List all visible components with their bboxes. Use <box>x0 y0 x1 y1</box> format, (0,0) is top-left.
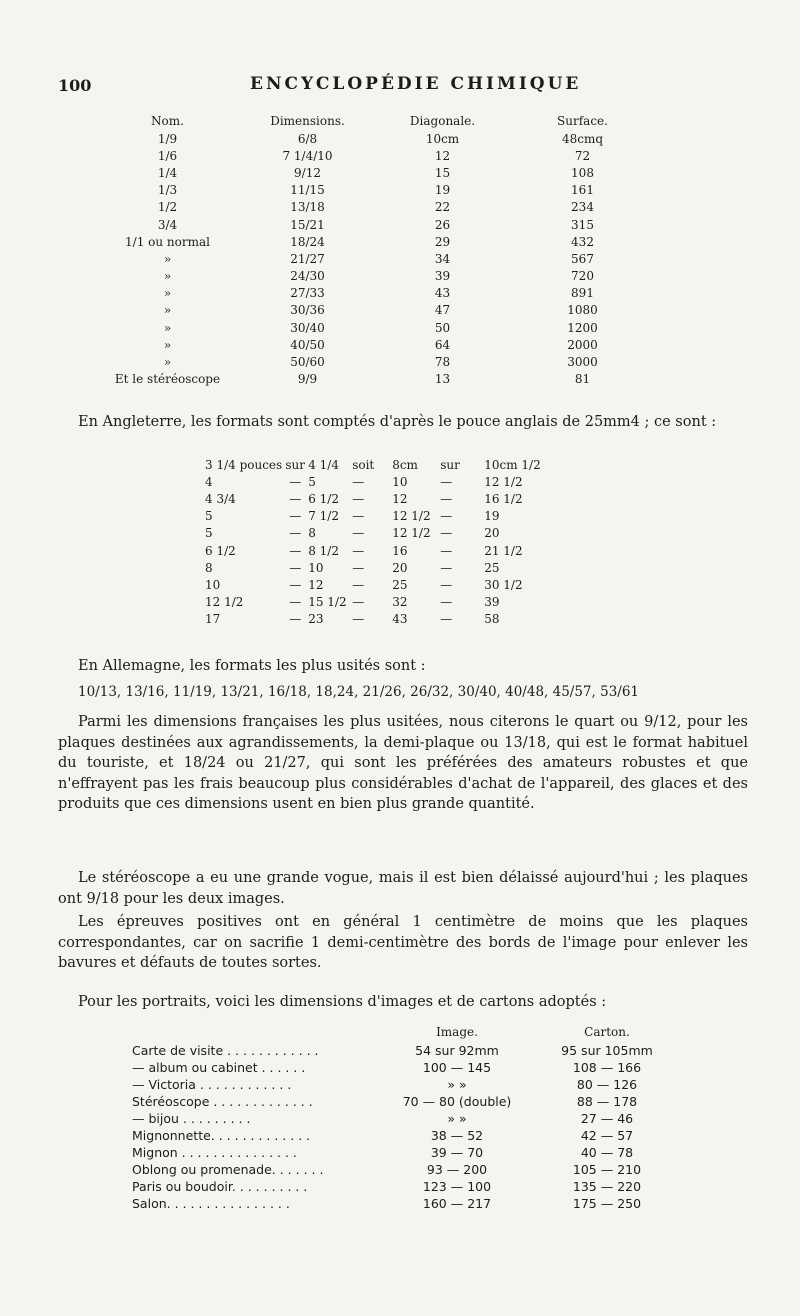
table-row <box>205 490 541 507</box>
table-cell: 30 1/2 <box>484 577 523 592</box>
table-row <box>205 576 541 593</box>
table-cell: 95 sur 105mm <box>561 1043 653 1058</box>
table-cell: — <box>440 509 453 524</box>
table-cell: 10 <box>205 577 221 592</box>
table-cell: — <box>352 526 365 541</box>
table-row <box>100 353 660 370</box>
table-cell: 47 <box>434 303 451 318</box>
table-cell: 25 <box>392 577 408 592</box>
table-cell: 8 1/2 <box>308 543 339 558</box>
table-cell: 30/36 <box>290 303 325 318</box>
table-cell: 15 <box>434 165 451 180</box>
table-cell: 13/18 <box>290 200 325 215</box>
table-cell: — <box>289 612 302 627</box>
table-cell: — <box>352 560 365 575</box>
table-cell: 3 1/4 pouces <box>205 457 283 472</box>
table-row <box>205 559 541 576</box>
table-cell: soit <box>352 457 375 472</box>
table-row <box>132 1144 682 1161</box>
table-cell: — <box>440 577 453 592</box>
table-cell: — <box>440 526 453 541</box>
table-cell: 80 — 126 <box>576 1077 638 1092</box>
table-cell: — <box>289 560 302 575</box>
table-cell: 1/4 <box>157 165 178 180</box>
table-cell: 4 3/4 <box>205 491 236 506</box>
table-cell: 16 1/2 <box>484 491 523 506</box>
table-cell: — <box>352 543 365 558</box>
table-cell: 108 — 166 <box>572 1060 642 1075</box>
table-row <box>100 147 660 164</box>
table-cell: sur <box>285 457 306 472</box>
table-cell: 135 — 220 <box>572 1179 642 1194</box>
table-cell: 25 <box>484 560 500 575</box>
table-row <box>132 1195 682 1212</box>
table-cell: 10 <box>308 560 324 575</box>
table-cell: 175 — 250 <box>572 1196 642 1211</box>
table-cell: 15 1/2 <box>308 595 347 610</box>
table-cell: 17 <box>205 612 221 627</box>
table-row <box>132 1110 682 1127</box>
table-cell: 43 <box>434 286 451 301</box>
table-cell: 22 <box>434 200 451 215</box>
paragraph-france: Parmi les dimensions françaises les plus usitées, nous citerons le quart ou 9/12, pour les plaques destinées aux agrandissements, la demi-plaque ou 13/18, qui est le format habituel du touriste, et 18/24 ou 21/27, qui sont les préférées des amateurs robustes et que n'effrayent pas les frais beaucoup plus considérables d'achat de l'appareil, des glaces et des produits que ces dimensions usent en bien plus grande quantité. <box>58 714 748 812</box>
column-header: Carton. <box>584 1025 630 1039</box>
table-cell: 8cm <box>392 457 418 472</box>
formats-table <box>100 112 660 388</box>
table-cell: 567 <box>571 251 594 266</box>
table-cell: 16 <box>392 543 408 558</box>
table-cell: 720 <box>571 269 594 284</box>
table-cell: 20 <box>392 560 408 575</box>
table-cell: — <box>289 491 302 506</box>
column-header <box>132 1022 382 1042</box>
table-row <box>205 611 541 628</box>
table-cell: 39 — 70 <box>430 1145 484 1160</box>
table-cell: 18/24 <box>290 234 325 249</box>
table-cell: 1/3 <box>157 183 178 198</box>
table-cell: — <box>440 560 453 575</box>
table-row <box>205 594 541 611</box>
table-cell: Salon. . . . . . . . . . . . . . . . <box>132 1196 290 1211</box>
formats-table-body <box>100 130 660 388</box>
table-row <box>100 371 660 388</box>
table-cell: 11/15 <box>290 183 325 198</box>
table-cell: 12 <box>392 491 408 506</box>
table-row <box>205 525 541 542</box>
table-cell: — <box>352 577 365 592</box>
table-cell: — <box>289 526 302 541</box>
table-cell: 1/6 <box>157 148 178 163</box>
table-cell: 12 1/2 <box>392 526 431 541</box>
table-cell: 3/4 <box>157 217 178 232</box>
paragraph-portraits: Pour les portraits, voici les dimensions d'images et de cartons adoptés : <box>78 994 607 1010</box>
table-cell: Mignonnette. . . . . . . . . . . . . <box>132 1128 311 1143</box>
table-cell: — <box>440 491 453 506</box>
column-header: Nom. <box>151 114 184 128</box>
table-cell: 6 1/2 <box>205 543 236 558</box>
table-cell: — <box>352 595 365 610</box>
table-cell: 12 1/2 <box>484 474 523 489</box>
table-cell: — Victoria . . . . . . . . . . . . <box>132 1077 292 1092</box>
table-cell: 8 <box>205 560 213 575</box>
table-cell: 5 <box>308 474 316 489</box>
table-cell: » <box>163 269 172 284</box>
table-cell: 891 <box>571 286 594 301</box>
table-cell: 234 <box>571 200 594 215</box>
table-cell: 161 <box>571 183 594 198</box>
table-cell: 1080 <box>567 303 598 318</box>
table-cell: — <box>289 543 302 558</box>
table-cell: — <box>440 612 453 627</box>
table-cell: 72 <box>574 148 591 163</box>
paragraph-positive-prints: Les épreuves positives ont en général 1 centimètre de moins que les plaques correspondantes, car on sacrifie 1 demi-centimètre des bords de l'image pour enlever les bavures et défauts de toutes sortes. <box>58 914 748 971</box>
table-cell: 12 1/2 <box>205 595 244 610</box>
table-row <box>132 1093 682 1110</box>
table-cell: 30/40 <box>290 320 325 335</box>
table-cell: » <box>163 303 172 318</box>
table-cell: » » <box>447 1111 467 1126</box>
table-cell: 5 <box>205 526 213 541</box>
table-cell: 2000 <box>567 337 598 352</box>
table-row <box>205 508 541 525</box>
portraits-table <box>132 1022 682 1212</box>
table-cell: 20 <box>484 526 500 541</box>
table-cell: 1/1 ou normal <box>125 234 210 249</box>
table-cell: 108 <box>571 165 594 180</box>
table-cell: — <box>352 491 365 506</box>
table-cell: » <box>163 355 172 370</box>
table-cell: 70 — 80 (double) <box>402 1094 512 1109</box>
table-cell: » » <box>447 1077 467 1092</box>
table-cell: 10cm <box>425 131 460 146</box>
table-cell: 315 <box>571 217 594 232</box>
table-cell: 13 <box>434 372 451 387</box>
table-cell: 50/60 <box>290 355 325 370</box>
table-cell: — <box>352 612 365 627</box>
table-cell: » <box>163 337 172 352</box>
table-cell: Mignon . . . . . . . . . . . . . . . <box>132 1145 297 1160</box>
table-cell: Oblong ou promenade. . . . . . . <box>132 1162 324 1177</box>
table-row <box>100 336 660 353</box>
table-row <box>100 302 660 319</box>
table-row <box>132 1076 682 1093</box>
table-cell: sur <box>440 457 460 472</box>
table-cell: 81 <box>574 372 591 387</box>
table-cell: » <box>163 320 172 335</box>
paragraph-germany: En Allemagne, les formats les plus usités sont : <box>78 658 426 674</box>
table-cell: 4 1/4 <box>308 457 339 472</box>
inches-table-body <box>205 456 541 628</box>
formats-table-header <box>100 112 660 130</box>
table-row <box>100 130 660 147</box>
table-row <box>100 199 660 216</box>
table-cell: 12 1/2 <box>392 509 431 524</box>
table-cell: 50 <box>434 320 451 335</box>
table-cell: 1/2 <box>157 200 178 215</box>
table-cell: — <box>352 509 365 524</box>
table-cell: 26 <box>434 217 451 232</box>
inches-table <box>205 456 541 628</box>
table-cell: 40 — 78 <box>580 1145 634 1160</box>
table-row <box>205 473 541 490</box>
table-cell: 10 <box>392 474 408 489</box>
paragraph-england: En Angleterre, les formats sont comptés d'après le pouce anglais de 25mm4 ; ce sont : <box>78 414 717 430</box>
table-row <box>100 319 660 336</box>
table-cell: 1200 <box>567 320 598 335</box>
table-cell: 9/12 <box>294 165 321 180</box>
running-title: ENCYCLOPÉDIE CHIMIQUE <box>250 74 582 94</box>
table-cell: 7 1/2 <box>308 509 339 524</box>
table-cell: — <box>440 474 453 489</box>
table-row <box>100 164 660 181</box>
table-cell: 5 <box>205 509 213 524</box>
table-row <box>100 268 660 285</box>
table-cell: 123 — 100 <box>422 1179 492 1194</box>
table-cell: 19 <box>484 509 500 524</box>
table-cell: 432 <box>571 234 594 249</box>
table-cell: 1/9 <box>157 131 178 146</box>
table-cell: — <box>440 543 453 558</box>
table-cell: — <box>289 474 302 489</box>
table-row <box>205 456 541 473</box>
table-cell: Stéréoscope . . . . . . . . . . . . . <box>132 1094 313 1109</box>
table-cell: 54 sur 92mm <box>415 1043 499 1058</box>
table-cell: 34 <box>434 251 451 266</box>
table-cell: 29 <box>434 234 451 249</box>
table-cell: 6/8 <box>297 131 318 146</box>
table-cell: 43 <box>392 612 408 627</box>
table-cell: 7 1/4/10 <box>282 148 333 163</box>
table-row <box>132 1059 682 1076</box>
table-cell: 48cmq <box>561 131 604 146</box>
table-cell: 27 — 46 <box>580 1111 634 1126</box>
table-cell: — <box>289 595 302 610</box>
table-cell: 4 <box>205 474 213 489</box>
portraits-table-header <box>132 1022 682 1042</box>
table-cell: 21/27 <box>290 251 325 266</box>
table-row <box>100 250 660 267</box>
paragraph-stereoscope: Le stéréoscope a eu une grande vogue, mais il est bien délaissé aujourd'hui ; les plaques ont 9/18 pour les deux images. <box>58 870 748 907</box>
table-cell: 42 — 57 <box>580 1128 634 1143</box>
page-number: 100 <box>58 76 92 95</box>
table-cell: Carte de visite . . . . . . . . . . . . <box>132 1043 319 1058</box>
table-row <box>100 233 660 250</box>
table-cell: 100 — 145 <box>422 1060 492 1075</box>
table-cell: 58 <box>484 612 500 627</box>
table-cell: » <box>163 286 172 301</box>
table-cell: 32 <box>392 595 408 610</box>
table-cell: 88 — 178 <box>576 1094 638 1109</box>
table-cell: — <box>289 577 302 592</box>
table-cell: Paris ou boudoir. . . . . . . . . . <box>132 1179 308 1194</box>
table-cell: 23 <box>308 612 324 627</box>
column-header: Dimensions. <box>270 114 345 128</box>
table-cell: 8 <box>308 526 316 541</box>
table-cell: 39 <box>434 269 451 284</box>
table-cell: 39 <box>484 595 500 610</box>
table-row <box>132 1127 682 1144</box>
germany-formats-list: 10/13, 13/16, 11/19, 13/21, 16/18, 18,24, 21/26, 26/32, 30/40, 40/48, 45/57, 53/61 <box>78 684 640 700</box>
table-cell: — <box>289 509 302 524</box>
table-cell: 93 — 200 <box>426 1162 488 1177</box>
table-row <box>100 216 660 233</box>
table-cell: — album ou cabinet . . . . . . <box>132 1060 306 1075</box>
table-cell: 160 — 217 <box>422 1196 492 1211</box>
table-cell: 12 <box>308 577 324 592</box>
table-cell: 3000 <box>567 355 598 370</box>
table-cell: 38 — 52 <box>430 1128 484 1143</box>
table-row <box>132 1161 682 1178</box>
table-row <box>132 1178 682 1195</box>
table-row <box>132 1042 682 1059</box>
table-cell: — bijou . . . . . . . . . <box>132 1111 251 1126</box>
table-cell: — <box>440 595 453 610</box>
portraits-table-body <box>132 1042 682 1212</box>
table-cell: 27/33 <box>290 286 325 301</box>
table-cell: 6 1/2 <box>308 491 339 506</box>
table-cell: 78 <box>434 355 451 370</box>
table-cell: Et le stéréoscope <box>114 372 221 387</box>
table-cell: 21 1/2 <box>484 543 523 558</box>
table-cell: 24/30 <box>290 269 325 284</box>
table-cell: 15/21 <box>290 217 325 232</box>
table-cell: 105 — 210 <box>572 1162 642 1177</box>
table-cell: 64 <box>434 337 451 352</box>
column-header: Surface. <box>557 114 608 128</box>
table-row <box>205 542 541 559</box>
table-cell: » <box>163 251 172 266</box>
table-cell: 19 <box>434 183 451 198</box>
table-row <box>100 285 660 302</box>
table-cell: — <box>352 474 365 489</box>
table-cell: 40/50 <box>290 337 325 352</box>
table-cell: 12 <box>434 148 451 163</box>
table-row <box>100 182 660 199</box>
column-header: Diagonale. <box>409 114 476 128</box>
table-cell: 9/9 <box>297 372 318 387</box>
table-cell: 10cm 1/2 <box>484 457 541 472</box>
column-header: Image. <box>436 1025 478 1039</box>
